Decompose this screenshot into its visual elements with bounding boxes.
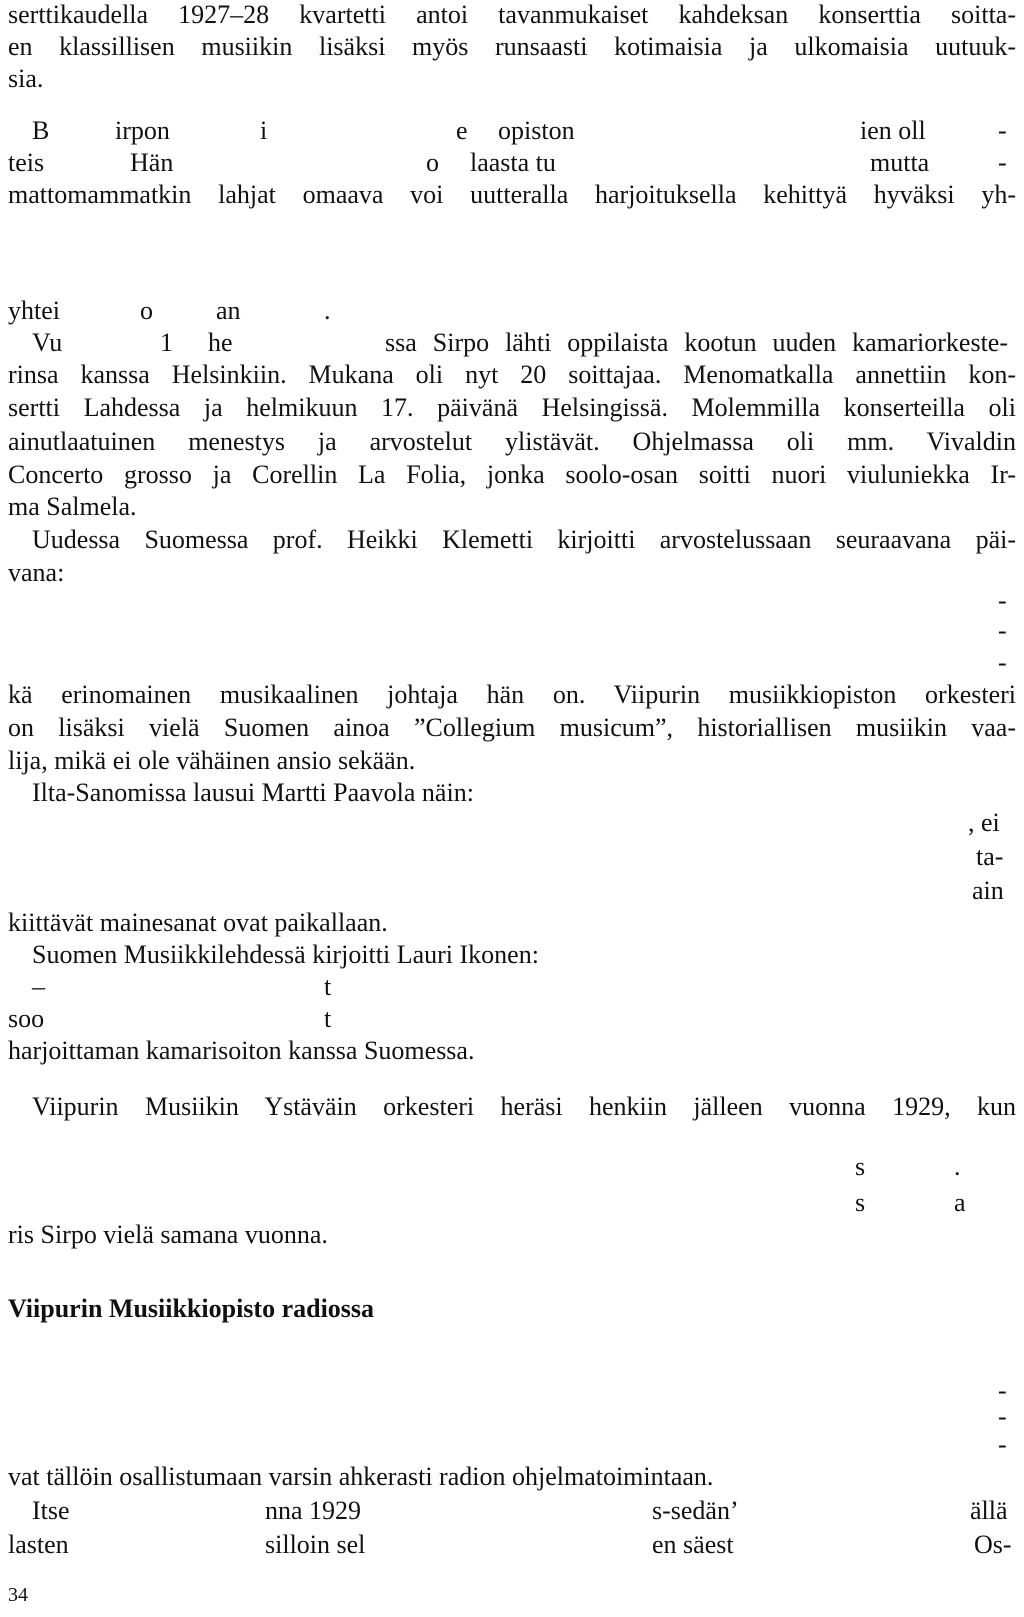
text-line: sertti Lahdessa ja helmikuun 17. päivänä Helsingissä. Molemmilla konserteilla oli (8, 393, 1016, 422)
text-fragment: - (998, 1430, 1007, 1459)
text-fragment: ällä (970, 1496, 1008, 1525)
text-line: on lisäksi vielä Suomen ainoa ”Collegium musicum”, historiallisen musiikin vaa- (8, 713, 1016, 742)
text-fragment: nna 1929 (265, 1496, 362, 1525)
text-fragment: Itse (32, 1496, 70, 1525)
text-fragment: i (260, 116, 268, 145)
text-fragment: s (855, 1152, 866, 1181)
text-fragment: - (998, 1402, 1007, 1431)
text-fragment: yhtei (8, 296, 60, 325)
text-line: sia. (8, 64, 44, 93)
text-fragment: ain (972, 876, 1004, 905)
text-fragment: , ei (968, 808, 1000, 837)
text-line: Ilta-Sanomissa lausui Martti Paavola näin: (32, 778, 474, 807)
text-fragment: teis (8, 148, 45, 177)
text-fragment: an (216, 296, 241, 325)
text-fragment: o (140, 296, 153, 325)
text-fragment: s (855, 1188, 866, 1217)
text-fragment: e (456, 116, 468, 145)
text-fragment: B (32, 116, 50, 145)
section-heading: Viipurin Musiikkiopisto radiossa (8, 1294, 375, 1323)
text-fragment: - (998, 116, 1007, 145)
text-line: Uudessa Suomessa prof. Heikki Klemetti kirjoitti arvostelussaan seuraavana päi- (32, 525, 1016, 554)
text-line: kä erinomainen musikaalinen johtaja hän on. Viipurin musiikkiopiston orkesteri (8, 680, 1016, 709)
text-line: kiittävät mainesanat ovat paikallaan. (8, 908, 388, 937)
text-fragment: – (32, 972, 45, 1001)
text-fragment: t (324, 1004, 332, 1033)
text-fragment: Hän (130, 148, 174, 177)
text-fragment: - (998, 648, 1007, 677)
text-fragment: - (998, 586, 1007, 615)
text-line: en klassillisen musiikin lisäksi myös runsaasti kotimaisia ja ulkomaisia uutuuk- (8, 32, 1016, 61)
text-fragment: a (954, 1188, 966, 1217)
text-fragment: . (324, 296, 331, 325)
text-fragment: laasta tu (470, 148, 556, 177)
text-line: Viipurin Musiikin Ystäväin orkesteri heräsi henkiin jälleen vuonna 1929, kun (32, 1092, 1016, 1121)
text-fragment: en säest (652, 1530, 734, 1559)
text-line: ainutlaatuinen menestys ja arvostelut ylistävät. Ohjelmassa oli mm. Vivaldin (8, 427, 1016, 456)
text-fragment: s-sedän’ (652, 1496, 739, 1525)
text-fragment: 1 (160, 328, 173, 357)
text-fragment: ien oll (860, 116, 926, 145)
text-fragment: Vu (32, 328, 63, 357)
text-fragment: soo (8, 1004, 45, 1033)
text-fragment: Os- (974, 1530, 1012, 1559)
text-fragment: . (954, 1152, 961, 1181)
text-line: rinsa kanssa Helsinkiin. Mukana oli nyt 20 soittajaa. Menomatkalla annettiin kon- (8, 360, 1016, 389)
text-fragment: - (998, 148, 1007, 177)
text-fragment: mutta (870, 148, 930, 177)
text-line: lija, mikä ei ole vähäinen ansio sekään. (8, 746, 416, 775)
text-fragment: irpon (115, 116, 170, 145)
text-line: ssa Sirpo lähti oppilaista kootun uuden kamariorkeste- (385, 328, 1008, 357)
text-line: ris Sirpo vielä samana vuonna. (8, 1220, 328, 1249)
text-fragment: ta- (976, 842, 1004, 871)
text-line: ma Salmela. (8, 492, 137, 521)
text-fragment: he (208, 328, 233, 357)
text-line: mattomammatkin lahjat omaava voi uutteralla harjoituksella kehittyä hyväksi yh- (8, 180, 1016, 209)
text-line: vat tällöin osallistumaan varsin ahkerasti radion ohjelmatoimintaan. (8, 1462, 714, 1491)
text-fragment: - (998, 616, 1007, 645)
text-line: harjoittaman kamarisoiton kanssa Suomessa. (8, 1036, 475, 1065)
text-line: Concerto grosso ja Corellin La Folia, jonka soolo-osan soitti nuori viuluniekka Ir- (8, 460, 1016, 489)
text-fragment: - (998, 1376, 1007, 1405)
text-fragment: opiston (498, 116, 575, 145)
text-line: Suomen Musiikkilehdessä kirjoitti Lauri Ikonen: (32, 940, 539, 969)
page-number: 34 (8, 1584, 28, 1606)
text-fragment: o (426, 148, 439, 177)
text-fragment: silloin sel (265, 1530, 366, 1559)
text-fragment: lasten (8, 1530, 69, 1559)
text-fragment: t (324, 972, 332, 1001)
text-line: vana: (8, 558, 65, 587)
text-line: serttikaudella 1927–28 kvartetti antoi tavanmukaiset kahdeksan konserttia soitta- (8, 0, 1016, 29)
